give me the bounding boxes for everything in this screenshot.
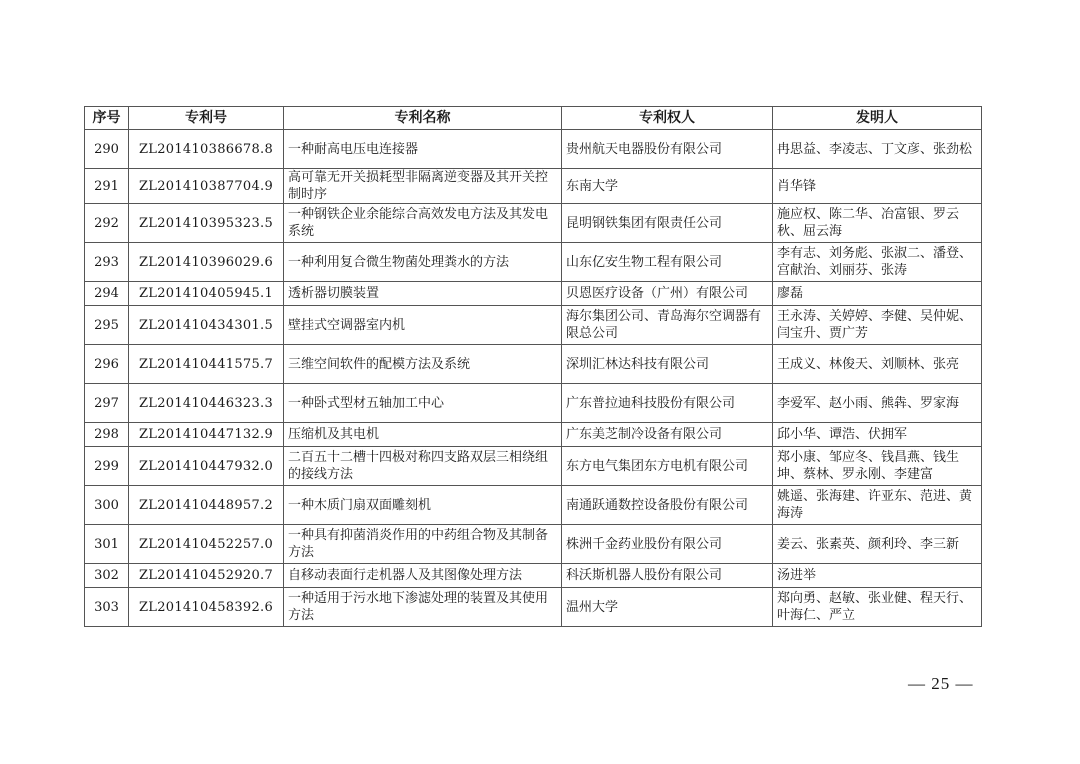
inventors-cell: 王永涛、关婷婷、李健、吴仲妮、闫宝升、贾广芳	[773, 306, 982, 345]
patent-holder-cell: 山东亿安生物工程有限公司	[562, 243, 773, 282]
table-row	[85, 169, 982, 204]
patent-name-cell: 一种耐高电压电连接器	[284, 130, 562, 169]
patent-number-cell: ZL201410434301.5	[129, 306, 284, 345]
patent-name-cell: 一种木质门扇双面雕刻机	[284, 486, 562, 525]
patent-number-cell: ZL201410448957.2	[129, 486, 284, 525]
seq-cell: 296	[85, 345, 129, 384]
table-row	[85, 423, 982, 447]
patent-name-cell: 压缩机及其电机	[284, 423, 562, 447]
patent-name-cell: 自移动表面行走机器人及其图像处理方法	[284, 564, 562, 588]
patent-name-cell: 高可靠无开关损耗型非隔离逆变器及其开关控制时序	[284, 169, 562, 204]
seq-cell: 300	[85, 486, 129, 525]
inventors-cell: 廖磊	[773, 282, 982, 306]
table-row	[85, 243, 982, 282]
seq-cell: 297	[85, 384, 129, 423]
patent-number-cell: ZL201410395323.5	[129, 204, 284, 243]
inventors-cell: 施应权、陈二华、冶富银、罗云秋、屈云海	[773, 204, 982, 243]
header-patent-holder: 专利权人	[562, 107, 773, 130]
inventors-cell: 肖华锋	[773, 169, 982, 204]
patent-number-cell: ZL201410452257.0	[129, 525, 284, 564]
seq-cell: 302	[85, 564, 129, 588]
table-row	[85, 525, 982, 564]
table-row	[85, 282, 982, 306]
table-row	[85, 204, 982, 243]
patent-name-cell: 二百五十二槽十四极对称四支路双层三相绕组的接线方法	[284, 447, 562, 486]
table-row	[85, 564, 982, 588]
patent-name-cell: 一种钢铁企业余能综合高效发电方法及其发电系统	[284, 204, 562, 243]
patent-table	[84, 106, 982, 627]
table-row	[85, 384, 982, 423]
patent-holder-cell: 广东美芝制冷设备有限公司	[562, 423, 773, 447]
header-patent-number: 专利号	[129, 107, 284, 130]
patent-holder-cell: 株洲千金药业股份有限公司	[562, 525, 773, 564]
table-row	[85, 486, 982, 525]
patent-number-cell: ZL201410387704.9	[129, 169, 284, 204]
patent-holder-cell: 海尔集团公司、青岛海尔空调器有限总公司	[562, 306, 773, 345]
patent-holder-cell: 东方电气集团东方电机有限公司	[562, 447, 773, 486]
patent-holder-cell: 广东普拉迪科技股份有限公司	[562, 384, 773, 423]
table-body	[85, 130, 982, 627]
patent-name-cell: 一种具有抑菌消炎作用的中药组合物及其制备方法	[284, 525, 562, 564]
inventors-cell: 李爱军、赵小雨、熊犇、罗家海	[773, 384, 982, 423]
seq-cell: 293	[85, 243, 129, 282]
patent-number-cell: ZL201410458392.6	[129, 588, 284, 627]
patent-number-cell: ZL201410386678.8	[129, 130, 284, 169]
patent-name-cell: 一种卧式型材五轴加工中心	[284, 384, 562, 423]
seq-cell: 295	[85, 306, 129, 345]
patent-holder-cell: 东南大学	[562, 169, 773, 204]
inventors-cell: 汤进举	[773, 564, 982, 588]
header-inventors: 发明人	[773, 107, 982, 130]
patent-holder-cell: 南通跃通数控设备股份有限公司	[562, 486, 773, 525]
inventors-cell: 邱小华、谭浩、伏拥军	[773, 423, 982, 447]
patent-number-cell: ZL201410405945.1	[129, 282, 284, 306]
patent-number-cell: ZL201410447932.0	[129, 447, 284, 486]
patent-name-cell: 三维空间软件的配模方法及系统	[284, 345, 562, 384]
patent-number-cell: ZL201410441575.7	[129, 345, 284, 384]
seq-cell: 294	[85, 282, 129, 306]
patent-number-cell: ZL201410396029.6	[129, 243, 284, 282]
table-row	[85, 306, 982, 345]
patent-holder-cell: 贝恩医疗设备（广州）有限公司	[562, 282, 773, 306]
patent-holder-cell: 深圳汇林达科技有限公司	[562, 345, 773, 384]
page-number: — 25 —	[908, 674, 974, 693]
inventors-cell: 姚遥、张海建、许亚东、范进、黄海涛	[773, 486, 982, 525]
patent-holder-cell: 科沃斯机器人股份有限公司	[562, 564, 773, 588]
patent-name-cell: 透析器切膜装置	[284, 282, 562, 306]
seq-cell: 301	[85, 525, 129, 564]
patent-number-cell: ZL201410452920.7	[129, 564, 284, 588]
header-seq: 序号	[85, 107, 129, 130]
inventors-cell: 李有志、刘务彪、张淑二、潘登、宫献治、刘丽芬、张涛	[773, 243, 982, 282]
inventors-cell: 冉思益、李凌志、丁文彦、张劲松	[773, 130, 982, 169]
patent-name-cell: 壁挂式空调器室内机	[284, 306, 562, 345]
patent-holder-cell: 温州大学	[562, 588, 773, 627]
patent-name-cell: 一种适用于污水地下渗滤处理的装置及其使用方法	[284, 588, 562, 627]
seq-cell: 291	[85, 169, 129, 204]
inventors-cell: 郑小康、邹应冬、钱昌燕、钱生坤、蔡林、罗永刚、李建富	[773, 447, 982, 486]
seq-cell: 299	[85, 447, 129, 486]
table-row	[85, 345, 982, 384]
patent-name-cell: 一种利用复合微生物菌处理粪水的方法	[284, 243, 562, 282]
inventors-cell: 王成义、林俊天、刘顺林、张亮	[773, 345, 982, 384]
table-row	[85, 588, 982, 627]
inventors-cell: 郑向勇、赵敏、张业健、程天行、叶海仁、严立	[773, 588, 982, 627]
seq-cell: 290	[85, 130, 129, 169]
table-row	[85, 447, 982, 486]
inventors-cell: 姜云、张素英、颜利玲、李三新	[773, 525, 982, 564]
patent-number-cell: ZL201410446323.3	[129, 384, 284, 423]
seq-cell: 303	[85, 588, 129, 627]
seq-cell: 292	[85, 204, 129, 243]
table-header-row	[85, 107, 982, 130]
patent-number-cell: ZL201410447132.9	[129, 423, 284, 447]
seq-cell: 298	[85, 423, 129, 447]
patent-holder-cell: 贵州航天电器股份有限公司	[562, 130, 773, 169]
table-row	[85, 130, 982, 169]
header-patent-name: 专利名称	[284, 107, 562, 130]
patent-holder-cell: 昆明钢铁集团有限责任公司	[562, 204, 773, 243]
